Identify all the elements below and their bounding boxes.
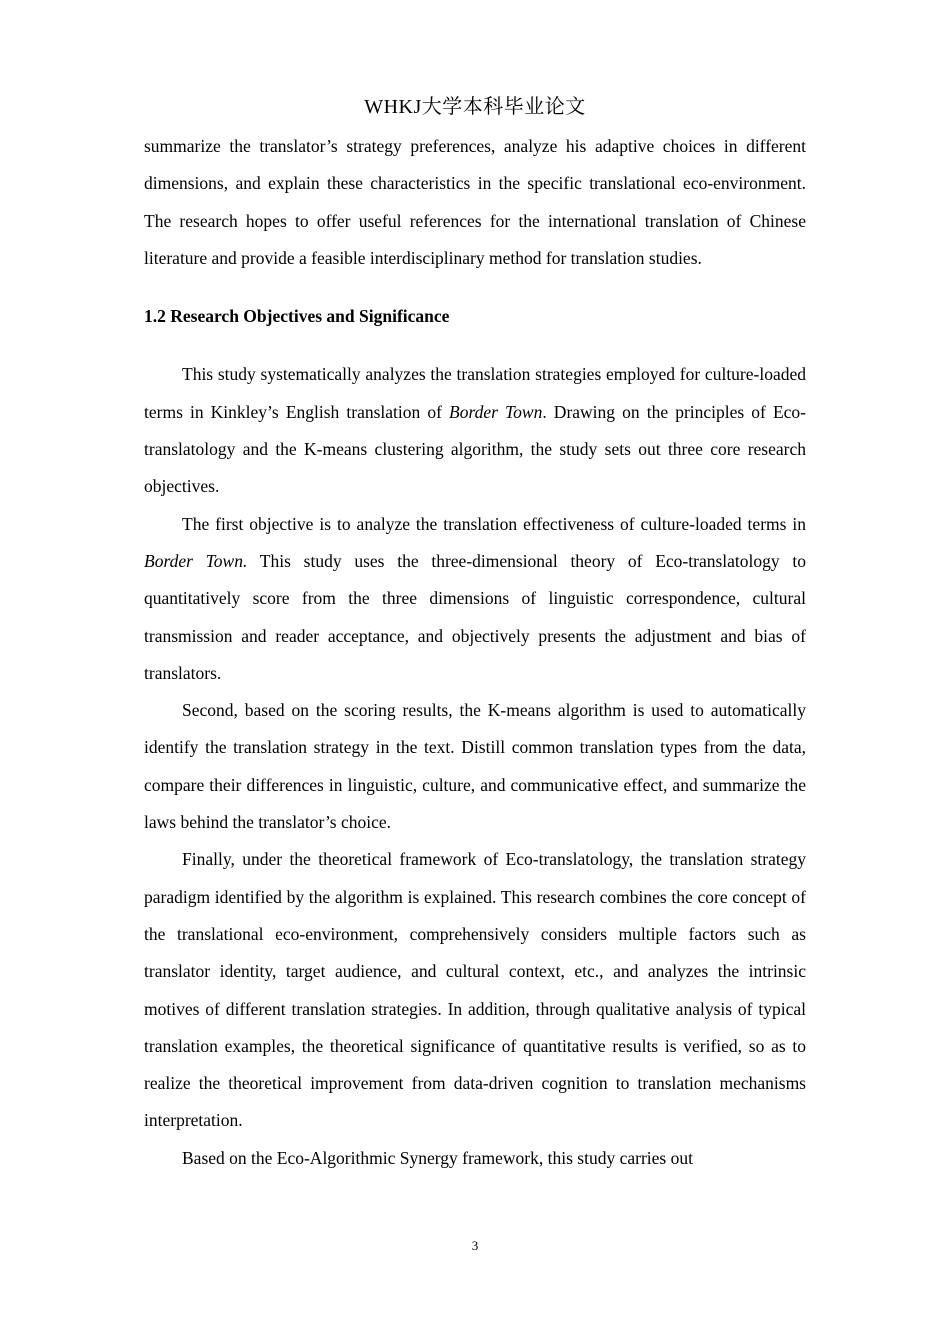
body-text — [144, 128, 806, 1177]
paragraph-continuation: summarize the translator’s strategy preferences, analyze his adaptive choices in different dimensions, and explain these characteristics in the specific translational eco-environment. The research hopes to offer useful references for the international translation of Chinese literature and provide a feasible interdisciplinary method for translation studies. — [144, 136, 806, 268]
paragraph-text: This study uses the three-dimensional theory of Eco-translatology to quantitatively score from the three dimensions of linguistic correspondence, cultural transmission and reader acceptance, and objectively presents the adjustment and bias of translators. — [144, 550, 806, 683]
paragraph-first-objective — [144, 506, 806, 692]
paragraph-intro — [144, 356, 806, 505]
book-title: Border Town. — [144, 550, 248, 571]
paragraph-second-objective: Second, based on the scoring results, the K-means algorithm is used to automatically identify the translation strategy in the text. Distill common translation types from the data, compare their differences in linguistic, culture, and communicative effect, and summarize the laws behind the translator’s choice. — [144, 700, 806, 833]
paragraph-third-objective: Finally, under the theoretical framework of Eco-translatology, the translation strategy paradigm identified by the algorithm is explained. This research combines the core concept of the translational eco-environment, comprehensively considers multiple factors such as translator identity, target audience, and cultural context, etc., and analyzes the intrinsic motives of different translation strategies. In addition, through qualitative analysis of typical translation examples, the theoretical significance of quantitative results is verified, so as to realize the theoretical improvement from data-driven cognition to translation mechanisms interpretation. — [144, 849, 806, 1131]
running-header: WHKJ大学本科毕业论文 — [364, 96, 586, 118]
page-number: 3 — [471, 1238, 479, 1253]
paragraph-text: The first objective is to analyze the translation effectiveness of culture-loaded terms in — [182, 513, 806, 534]
book-title: Border Town — [449, 401, 543, 422]
paragraph-text: . Drawing on the principles of Eco-translatology and the K-means clustering algorithm, the study sets out three core research objectives. — [144, 401, 807, 497]
paragraph-text: This study systematically analyzes the translation strategies employed for culture-loaded terms in Kinkley’s English translation of — [144, 364, 806, 422]
paragraph-framework: Based on the Eco-Algorithmic Synergy framework, this study carries out — [182, 1147, 693, 1168]
section-heading: 1.2 Research Objectives and Significance — [144, 306, 450, 327]
